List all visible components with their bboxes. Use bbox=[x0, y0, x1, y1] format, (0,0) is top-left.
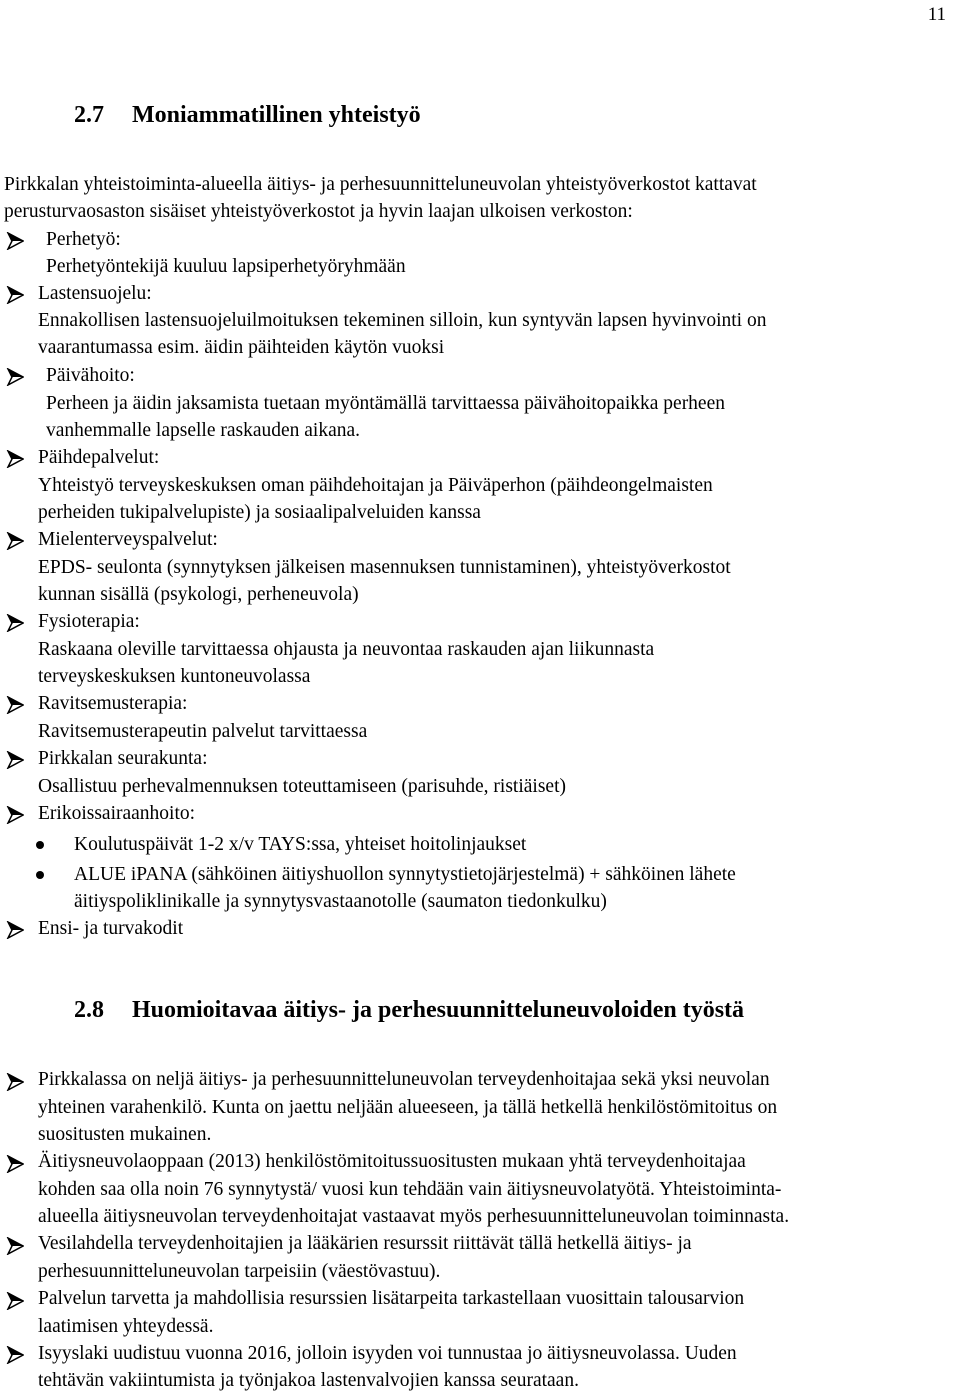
arrow-bullet-icon bbox=[6, 751, 24, 769]
list-item-label: Fysioterapia: bbox=[38, 611, 140, 632]
heading-title: Huomioitavaa äitiys- ja perhesuunnitteluneuvoloiden työstä bbox=[132, 997, 745, 1023]
list-item-label: Pirkkalan seurakunta: bbox=[38, 748, 208, 769]
list-item-text: kunnan sisällä (psykologi, perheneuvola) bbox=[38, 584, 359, 605]
list-item-text: Yhteistyö terveyskeskuksen oman päihdehoitajan ja Päiväperhon (päihdeongelmaisten bbox=[38, 475, 713, 496]
list-item-label: Päihdepalvelut: bbox=[38, 447, 160, 468]
list-item-text: Vesilahdella terveydenhoitajien ja lääkärien resurssit riittävät tällä hetkellä äitiys- ja bbox=[38, 1233, 692, 1254]
heading-title: Moniammatillinen yhteistyö bbox=[132, 102, 421, 128]
list-item-text: perheiden tukipalvelupiste) ja sosiaalipalveluiden kanssa bbox=[38, 502, 481, 523]
arrow-bullet-icon bbox=[6, 532, 24, 550]
list-item-text: Perhetyöntekijä kuuluu lapsiperhetyöryhmään bbox=[46, 256, 406, 277]
list-item-text: laatimisen yhteydessä. bbox=[38, 1316, 214, 1337]
arrow-bullet-icon bbox=[6, 806, 24, 824]
list-item-text: Perheen ja äidin jaksamista tuetaan myöntämällä tarvittaessa päivähoitopaikka perheen bbox=[46, 393, 725, 414]
sub-bullet-text: Koulutuspäivät 1-2 x/v TAYS:ssa, yhteiset hoitolinjaukset bbox=[74, 834, 527, 855]
intro-line: perusturvaosaston sisäiset yhteistyöverkostot ja hyvin laajan ulkoisen verkoston: bbox=[4, 201, 633, 222]
list-item-text: yhteinen varahenkilö. Kunta on jaettu neljään alueeseen, ja tällä hetkellä henkilöstömitoitus on bbox=[38, 1097, 778, 1118]
arrow-bullet-icon bbox=[6, 1073, 24, 1091]
list-item-text: Äitiysneuvolaoppaan (2013) henkilöstömitoitussuositusten mukaan yhtä terveydenhoitajaa bbox=[38, 1151, 746, 1172]
arrow-bullet-icon bbox=[6, 614, 24, 632]
list-item-text: vaarantumassa esim. äidin päihteiden käytön vuoksi bbox=[38, 337, 445, 358]
arrow-bullet-icon bbox=[6, 286, 24, 304]
section-heading-2-8 bbox=[74, 997, 744, 1024]
list-item-label: Päivähoito: bbox=[46, 365, 135, 386]
arrow-bullet-icon bbox=[6, 696, 24, 714]
list-item-label: Mielenterveyspalvelut: bbox=[38, 529, 218, 550]
list-item-text: vanhemmalle lapselle raskauden aikana. bbox=[46, 420, 361, 441]
list-item-label: Ensi- ja turvakodit bbox=[38, 918, 184, 939]
arrow-bullet-icon bbox=[6, 232, 24, 250]
list-item-text: Osallistuu perhevalmennuksen toteuttamiseen (parisuhde, ristiäiset) bbox=[38, 776, 566, 797]
list-item-text: alueella äitiysneuvolan terveydenhoitajat vastaavat myös perhesuunnitteluneuvolan toiminnasta. bbox=[38, 1206, 790, 1227]
list-item-text: Pirkkalassa on neljä äitiys- ja perhesuunnitteluneuvolan terveydenhoitajaa sekä yksi neuvolan bbox=[38, 1069, 770, 1090]
intro-line: Pirkkalan yhteistoiminta-alueella äitiys- ja perhesuunnitteluneuvolan yhteistyöverkostot kattavat bbox=[4, 174, 757, 195]
arrow-bullet-icon bbox=[6, 368, 24, 386]
list-item-text: perhesuunnitteluneuvolan tarpeisiin (väestövastuu). bbox=[38, 1261, 441, 1282]
list-item-text: kohden saa olla noin 76 synnytystä/ vuosi kun tehdään vain äitiysneuvolatyötä. Yhteistoiminta- bbox=[38, 1179, 782, 1200]
list-item-text: Ennakollisen lastensuojeluilmoituksen tekeminen silloin, kun syntyvän lapsen hyvinvointi on bbox=[38, 310, 767, 331]
section-heading-2-7 bbox=[74, 102, 421, 129]
list-item-text: EPDS- seulonta (synnytyksen jälkeisen masennuksen tunnistaminen), yhteistyöverkostot bbox=[38, 557, 731, 578]
heading-number: 2.7 bbox=[74, 102, 104, 128]
arrow-bullet-icon bbox=[6, 1292, 24, 1310]
arrow-bullet-icon bbox=[6, 921, 24, 939]
list-item-text: suositusten mukainen. bbox=[38, 1124, 212, 1145]
arrow-bullet-icon bbox=[6, 1346, 24, 1364]
list-item-label: Erikoissairaanhoito: bbox=[38, 803, 196, 824]
list-item-label: Ravitsemusterapia: bbox=[38, 693, 188, 714]
list-item-text: Raskaana oleville tarvittaessa ohjausta ja neuvontaa raskauden ajan liikunnasta bbox=[38, 639, 655, 660]
arrow-bullet-icon bbox=[6, 450, 24, 468]
list-item-text: Isyyslaki uudistuu vuonna 2016, jolloin isyyden voi tunnustaa jo äitiysneuvolassa. Uuden bbox=[38, 1343, 737, 1364]
sub-bullet-text: ALUE iPANA (sähköinen äitiyshuollon synnytystietojärjestelmä) + sähköinen lähete bbox=[74, 864, 736, 885]
list-item-text: terveyskeskuksen kuntoneuvolassa bbox=[38, 666, 311, 687]
list-item-label: Lastensuojelu: bbox=[38, 283, 152, 304]
sub-bullet-text: äitiyspoliklinikalle ja synnytysvastaanotolle (saumaton tiedonkulku) bbox=[74, 891, 607, 912]
arrow-bullet-icon bbox=[6, 1155, 24, 1173]
list-item-text: tehtävän vakiintumista ja työnjakoa lastenvalvojien kanssa seurataan. bbox=[38, 1370, 579, 1391]
page-number: 11 bbox=[927, 4, 946, 25]
round-bullet-icon bbox=[36, 841, 44, 849]
list-item-text: Ravitsemusterapeutin palvelut tarvittaessa bbox=[38, 721, 368, 742]
list-item-text: Palvelun tarvetta ja mahdollisia resurssien lisätarpeita tarkastellaan vuosittain talousarvion bbox=[38, 1288, 745, 1309]
list-item-label: Perhetyö: bbox=[46, 229, 121, 250]
arrow-bullet-icon bbox=[6, 1237, 24, 1255]
round-bullet-icon bbox=[36, 871, 44, 879]
heading-number: 2.8 bbox=[74, 997, 104, 1023]
